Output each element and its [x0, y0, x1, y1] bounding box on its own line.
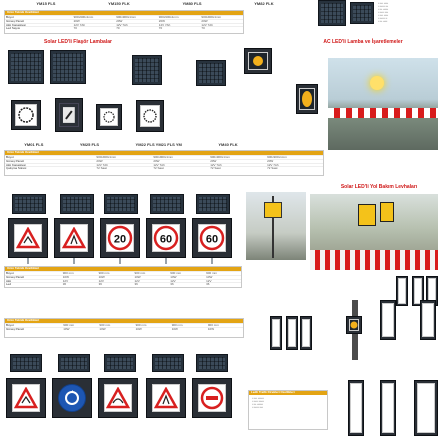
road-work-photo — [310, 194, 438, 270]
road-photo — [328, 58, 438, 150]
speed-limit-sign-product — [192, 218, 232, 258]
table-header: Ürün Teknik Özellikleri — [5, 151, 323, 155]
speed-limit-value: 60 — [205, 233, 219, 246]
no-entry-sign-product — [192, 378, 232, 418]
vertical-sign-product — [300, 316, 312, 350]
warning-triangle-icon — [16, 227, 40, 249]
solar-panel-product — [196, 354, 228, 372]
top-model-row — [10, 1, 300, 6]
solar-panel-product — [318, 0, 346, 26]
table-row: Çalışma Süresi 72 Saat 72 Saat 72 Saat 72 Saat — [5, 166, 323, 170]
warning-triangle-icon — [14, 387, 38, 409]
table-row: Boyut 900x900x1mm 900x900x1mm 900x900x1mm 900x900x1mm — [5, 155, 323, 159]
lamp-icon — [301, 90, 313, 108]
flasher-lamp-product — [8, 50, 44, 84]
model-label: YM40 FLK — [218, 142, 238, 147]
speed-limit-icon — [199, 225, 225, 251]
speed-limit-sign-product — [100, 218, 140, 258]
section3-spec-table — [4, 318, 244, 338]
section-title: Solar LED'li Yol Bakım Levhaları — [340, 184, 418, 190]
led-ring-icon — [17, 106, 35, 124]
section-title: Solar LED'li Flaşör Lambalar — [44, 39, 112, 45]
table-row: Led Sayısı 70 70 70 70 — [5, 26, 243, 30]
speed-limit-value: 60 — [159, 233, 173, 246]
table-row: Akü Kapasitesi 12V 7Ah 12V 7Ah 12V 7Ah 12V 7Ah — [5, 163, 323, 167]
table-row: Akü 12V 12V 12V 12V 12V — [5, 279, 241, 283]
model-label: YM82 FLK — [254, 1, 274, 6]
ac-led-lamp-product — [296, 84, 318, 114]
table-row: Led 36 36 36 36 36 — [5, 282, 241, 286]
vertical-sign-product — [348, 380, 364, 436]
table-header: Ürün Teknik Özellikleri — [5, 319, 243, 323]
led-ring-icon — [102, 110, 116, 124]
sign-pole — [119, 258, 121, 264]
table-row: Boyut 900 mm 900 mm 900 mm 900 mm 900 mm — [5, 323, 243, 327]
traffic-pole-spec-table — [248, 390, 328, 430]
ac-led-lamp-product — [196, 60, 226, 86]
flasher-lamp-product — [11, 100, 41, 130]
section-title: AC LED'li Lamba ve İşaretlemeler — [323, 39, 403, 45]
road-work-photo — [246, 192, 306, 260]
solar-panel-product — [10, 354, 42, 372]
side-spec-list: ▪ ▪▪▪▪ ▪▪▪▪▪ ▪ ▪▪▪▪▪▪ ▪▪▪ ▪ ▪▪▪ ▪▪▪▪▪▪ ▪ ▪▪▪▪▪ ▪▪▪▪ ▪ ▪▪▪▪ ▪▪▪▪▪ ▪ ▪▪▪▪▪▪ ▪▪ ▪ ▪▪▪ ▪▪▪▪▪ — [378, 2, 389, 23]
model-label: YM15 FLS — [36, 1, 56, 6]
solar-panel-product — [104, 354, 136, 372]
solar-panel-product — [60, 194, 94, 214]
vertical-sign-product — [396, 276, 408, 306]
vertical-sign-product — [420, 300, 436, 340]
table-row: Güneş Paneli 10W 10W 10W 10W 10W — [5, 275, 241, 279]
table-row: Akü Kapasitesi 12V 7Ah 12V 7Ah 12V 7Ah 12V 7Ah — [5, 23, 243, 27]
table-row: Güneş Paneli 20W 20W 20W 20W — [5, 19, 243, 23]
table-row: Boyut 900 mm 900 mm 900 mm 900 mm 900 mm — [5, 271, 241, 275]
solar-panel-product — [350, 2, 374, 24]
flasher-lamp-product — [55, 98, 83, 132]
model-label: YM150 FLK — [108, 1, 130, 6]
lamp-icon — [350, 321, 358, 329]
ac-led-lamp-product — [244, 48, 272, 74]
side-spec-list: ▪ ▪▪▪▪ ▪▪▪▪▪▪▪ ▪ ▪▪▪▪▪ ▪▪▪▪▪▪ ▪ ▪▪▪ ▪▪▪▪▪▪▪ ▪ ▪▪▪▪▪▪ ▪▪▪▪ — [252, 397, 265, 409]
section1-model-row — [6, 142, 256, 147]
road-work-sign-product — [146, 378, 186, 418]
road-work-sign-product — [54, 218, 94, 258]
warning-triangle-icon — [154, 387, 178, 409]
no-entry-icon — [200, 386, 224, 410]
sign-pole — [211, 258, 213, 264]
sign-pole — [165, 258, 167, 264]
speed-limit-sign-product — [146, 218, 186, 258]
road-work-sign-product — [98, 378, 138, 418]
solar-panel-product — [150, 194, 184, 214]
speed-limit-value: 20 — [113, 233, 127, 246]
table-row: Boyut 900x900x1mm 900x900x1mm 900x900x1mm 900x900x1mm — [5, 15, 243, 19]
signal-lamp-product — [346, 316, 362, 334]
lamp-icon — [251, 54, 265, 68]
warning-triangle-icon — [62, 227, 86, 249]
vertical-sign-product — [380, 380, 396, 436]
vertical-sign-product — [270, 316, 282, 350]
flasher-lamp-product — [50, 50, 86, 84]
table-row: Güneş Paneli 20W 20W 20W 20W — [5, 159, 323, 163]
table-header: Ürün Teknik Özellikleri — [5, 267, 241, 271]
table-row: Güneş Paneli 10W 10W 10W 10W 10W — [5, 327, 243, 331]
arrow-sign-icon — [60, 104, 78, 126]
table-header: Ürün Teknik Özellikleri — [5, 11, 243, 15]
solar-panel-product — [12, 194, 46, 214]
sign-pole — [73, 258, 75, 264]
model-label: YM22 FLS YM21 FLS YM — [135, 142, 182, 147]
solar-panel-product — [152, 354, 184, 372]
road-work-sign-product — [8, 218, 48, 258]
warning-triangle-icon — [106, 387, 130, 409]
vertical-sign-product — [286, 316, 298, 350]
vertical-sign-product — [380, 300, 396, 340]
vertical-sign-product — [414, 380, 438, 436]
led-ring-icon — [142, 108, 158, 124]
section2-spec-table — [4, 266, 242, 288]
solar-panel-product — [196, 194, 230, 214]
solar-panel-product — [104, 194, 138, 214]
speed-limit-icon — [107, 225, 133, 251]
table-header: Ledli Trafik Direkleri Özellikleri — [249, 391, 327, 395]
flasher-lamp-product — [132, 55, 162, 85]
section1-spec-table — [4, 150, 324, 176]
model-label: YM80 FLS — [182, 1, 202, 6]
top-spec-table — [4, 10, 244, 34]
flasher-lamp-product — [136, 100, 164, 132]
road-work-sign-product — [6, 378, 46, 418]
model-label: YM25 FLS — [79, 142, 100, 147]
solar-panel-product — [58, 354, 90, 372]
roundabout-sign-product — [52, 378, 92, 418]
sign-pole — [27, 258, 29, 264]
model-label: YM01 FLS — [24, 142, 44, 147]
speed-limit-icon — [153, 225, 179, 251]
flasher-lamp-product — [96, 104, 122, 130]
roundabout-icon — [61, 387, 83, 409]
